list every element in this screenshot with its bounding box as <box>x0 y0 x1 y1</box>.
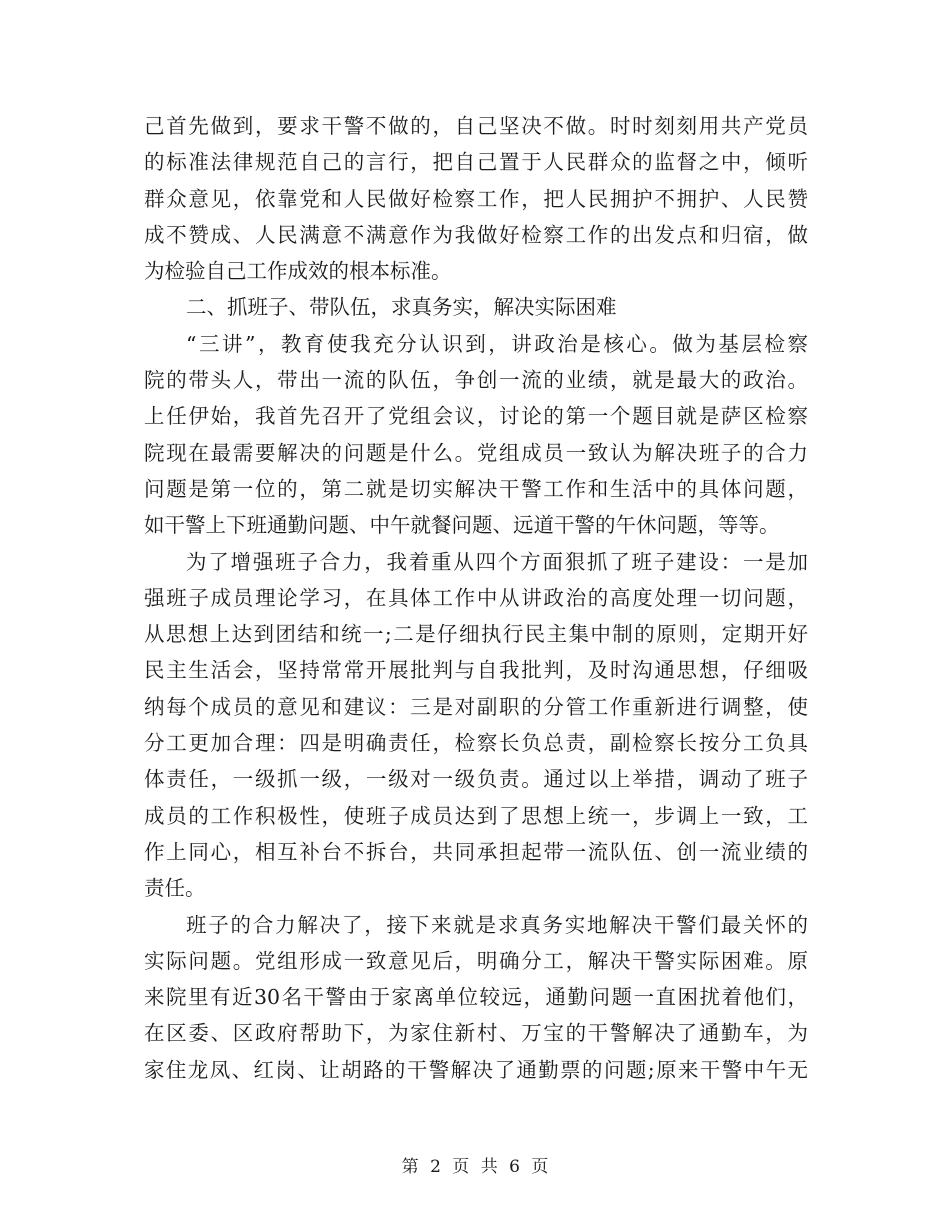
text-line: 群众意见，依靠党和人民做好检察工作，把人民拥护不拥护、人民赞 <box>144 186 808 211</box>
text-line: 上任伊始，我首先召开了党组会议，讨论的第一个题目就是萨区检察 <box>144 404 808 429</box>
text-line: 院的带头人，带出一流的队伍，争创一流的业绩，就是最大的政治。 <box>144 368 808 393</box>
text-line: 来院里有近30名干警由于家离单位较远，通勤问题一直困扰着他们， <box>144 985 808 1010</box>
text-line: 问题是第一位的，第二就是切实解决干警工作和生活中的具体问题， <box>144 476 808 501</box>
text-line: 二、抓班子、带队伍，求真务实，解决实际困难 <box>186 295 617 320</box>
text-line: 责任。 <box>144 876 206 901</box>
text-line: 体责任，一级抓一级，一级对一级负责。通过以上举措，调动了班子 <box>144 767 808 792</box>
text-line: 的标准法律规范自己的言行，把自己置于人民群众的监督之中，倾听 <box>144 150 808 175</box>
text-line: 班子的合力解决了，接下来就是求真务实地解决干警们最关怀的 <box>186 912 808 937</box>
document-body <box>144 108 808 1088</box>
text-line: 院现在最需要解决的问题是什么。党组成员一致认为解决班子的合力 <box>144 440 808 465</box>
text-line: 实际问题。党组形成一致意见后，明确分工，解决干警实际困难。原 <box>144 948 808 973</box>
text-line: 己首先做到，要求干警不做的，自己坚决不做。时时刻刻用共产党员 <box>144 114 808 138</box>
text-line: 纳每个成员的意见和建议：三是对副职的分管工作重新进行调整，使 <box>144 694 808 719</box>
text-line: 家住龙凤、红岗、让胡路的干警解决了通勤票的问题;原来干警中午无 <box>144 1057 808 1082</box>
text-line: 民主生活会，坚持常常开展批判与自我批判，及时沟通思想，仔细吸 <box>144 658 808 683</box>
text-line: 成不赞成、人民满意不满意作为我做好检察工作的出发点和归宿，做 <box>144 222 808 247</box>
text-line: 从思想上达到团结和统一;二是仔细执行民主集中制的原则，定期开好 <box>144 622 808 647</box>
text-line: 成员的工作积极性，使班子成员达到了思想上统一，步调上一致，工 <box>144 803 808 828</box>
text-line: 为检验自己工作成效的根本标准。 <box>144 259 452 284</box>
text-line: 作上同心，相互补台不拆台，共同承担起带一流队伍、创一流业绩的 <box>144 839 808 864</box>
text-line: 为了增强班子合力，我着重从四个方面狠抓了班子建设：一是加 <box>186 549 808 574</box>
text-line: 强班子成员理论学习，在具体工作中从讲政治的高度处理一切问题， <box>144 585 808 610</box>
text-line: “三讲”，教育使我充分认识到，讲政治是核心。做为基层检察 <box>186 331 808 356</box>
page-footer: 第 2 页 共 6 页 <box>401 1157 549 1177</box>
text-line: 分工更加合理：四是明确责任，检察长负总责，副检察长按分工负具 <box>144 731 808 756</box>
text-line: 在区委、区政府帮助下，为家住新村、万宝的干警解决了通勤车，为 <box>144 1021 808 1046</box>
text-line: 如干警上下班通勤问题、中午就餐问题、远道干警的午休问题，等等。 <box>144 513 780 538</box>
